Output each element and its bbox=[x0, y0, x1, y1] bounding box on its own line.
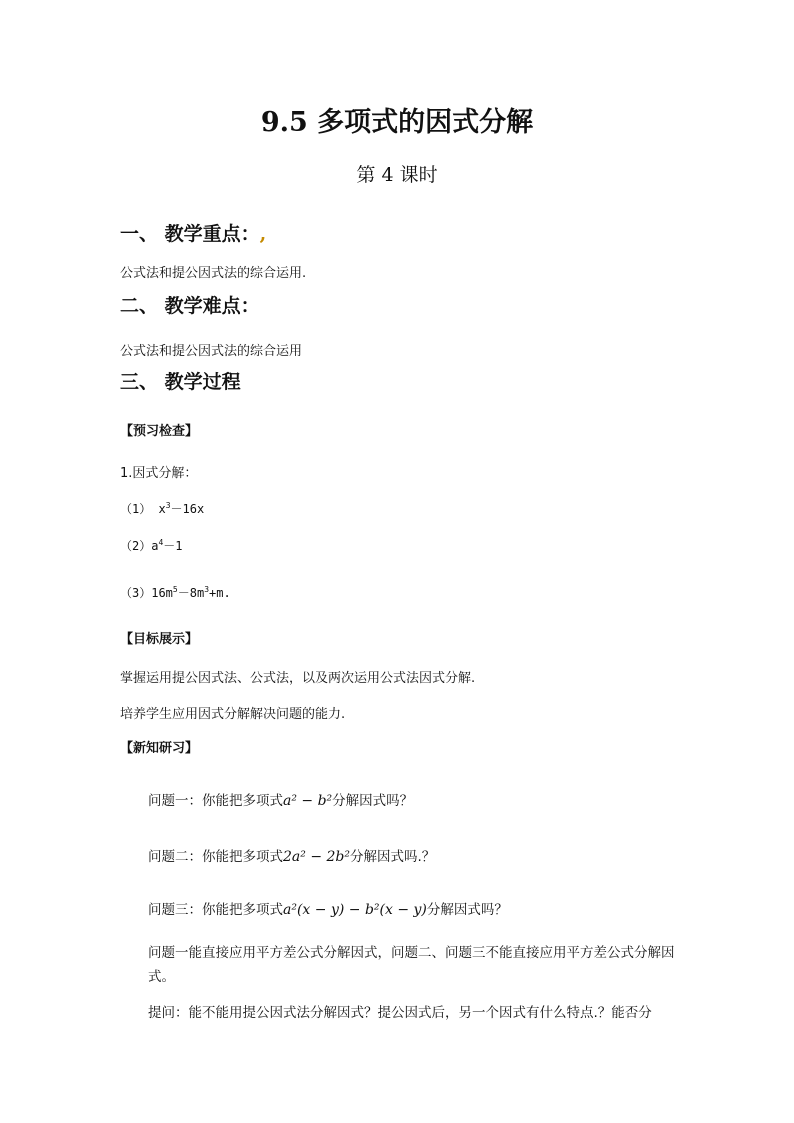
question-2: 问题二：你能把多项式2a² − 2b²分解因式吗.？ bbox=[148, 849, 436, 865]
study-note: 问题一能直接应用平方差公式分解因式，问题二、问题三不能直接应用平方差公式分解因式。 bbox=[148, 945, 675, 985]
section-key-points-text: 公式法和提公因式法的综合运用. bbox=[120, 266, 307, 281]
question-3: 问题三：你能把多项式a²(x − y) − b²(x − y)分解因式吗？ bbox=[148, 902, 508, 918]
exercise-2: $(2)a^4-1$ bbox=[120, 538, 183, 553]
section-process-heading: 三、 教学过程 bbox=[120, 371, 241, 393]
study-label: 【新知研习】 bbox=[120, 741, 199, 756]
goals-line-2: 培养学生应用因式分解解决问题的能力. bbox=[120, 707, 346, 722]
goals-label: 【目标展示】 bbox=[120, 632, 199, 647]
section-key-points-heading: 一、 教学重点：, bbox=[120, 223, 267, 245]
preview-label: 【预习检查】 bbox=[120, 424, 199, 439]
section-difficulties-text: 公式法和提公因式法的综合运用 bbox=[120, 344, 303, 359]
exercise-3: $(3)16m^5-8m^3+m$. bbox=[120, 585, 231, 600]
exercise-1: （1） $x^3-16x$ bbox=[120, 501, 205, 516]
page-subtitle: 第 4 课时 bbox=[356, 164, 438, 186]
preview-item-1: 1.因式分解： bbox=[120, 466, 198, 481]
question-1: 问题一：你能把多项式a² − b²分解因式吗？ bbox=[148, 793, 414, 809]
page-title: 9.5 多项式的因式分解 bbox=[260, 107, 534, 138]
study-question: 提问：能不能用提公因式法分解因式？提公因式后，另一个因式有什么特点.？能否分 bbox=[148, 1005, 652, 1021]
section-difficulties-heading: 二、 教学难点： bbox=[120, 295, 260, 317]
goals-line-1: 掌握运用提公因式法、公式法，以及两次运用公式法因式分解. bbox=[120, 671, 476, 686]
